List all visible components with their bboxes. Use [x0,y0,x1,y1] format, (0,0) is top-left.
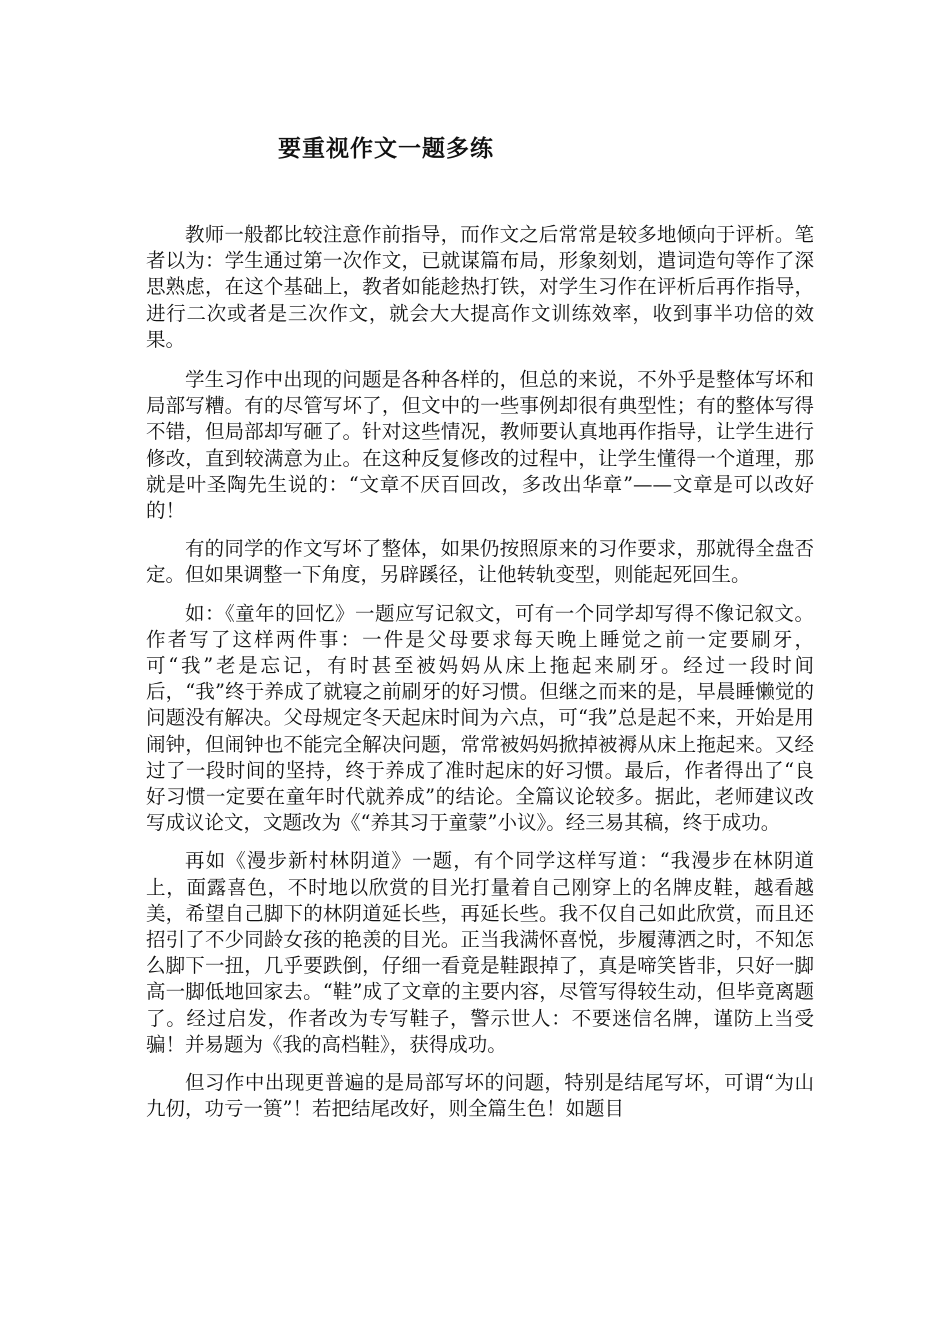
paragraph-4: 如：《童年的回忆》一题应写记叙文，可有一个同学却写得不像记叙文。作者写了这样两件事：一件是父母要求每天晚上睡觉之前一定要刷牙，可“我”老是忘记，有时甚至被妈妈从床上拖起来刷牙。经过一段时间后，“我”终于养成了就寝之前刷牙的好习惯。但继之而来的是，早晨睡懒觉的问题没有解决。父母规定冬天起床时间为六点，可“我”总是起不来，开始是用闹钟，但闹钟也不能完全解决问题，常常被妈妈掀掉被褥从床上拖起来。又经过了一段时间的坚持，终于养成了准时起床的好习惯。最后，作者得出了“良好习惯一定要在童年时代就养成”的结论。全篇议论较多。据此，老师建议改写成议论文，文题改为《“养其习于童蒙”小议》。经三易其稿，终于成功。 [146,601,814,835]
paragraph-2: 学生习作中出现的问题是各种各样的，但总的来说，不外乎是整体写坏和局部写糟。有的尽管写坏了，但文中的一些事例却很有典型性；有的整体写得不错，但局部却写砸了。针对这些情况，教师要认真地再作指导，让学生进行修改，直到较满意为止。在这种反复修改的过程中，让学生懂得一个道理，那就是叶圣陶先生说的：“文章不厌百回改，多改出华章”——文章是可以改好的！ [146,368,814,523]
document-body [146,222,814,1135]
paragraph-6: 但习作中出现更普遍的是局部写坏的问题，特别是结尾写坏，可谓“为山九仞，功亏一篑”！若把结尾改好，则全篇生色！如题目 [146,1071,814,1121]
document-title: 要重视作文一题多练 [278,136,494,162]
paragraph-3: 有的同学的作文写坏了整体，如果仍按照原来的习作要求，那就得全盘否定。但如果调整一下角度，另辟蹊径，让他转轨变型，则能起死回生。 [146,537,814,587]
paragraph-5: 再如《漫步新村林阴道》一题，有个同学这样写道：“我漫步在林阴道上，面露喜色，不时地以欣赏的目光打量着自己刚穿上的名牌皮鞋，越看越美，希望自己脚下的林阴道延长些，再延长些。我不仅自己如此欣赏，而且还招引了不少同龄女孩的艳羡的目光。正当我满怀喜悦，步履薄洒之时，不知怎么脚下一扭，几乎要跌倒，仔细一看竟是鞋跟掉了，真是啼笑皆非，只好一脚高一脚低地回家去。“鞋”成了文章的主要内容，尽管写得较生动，但毕竟离题了。经过启发，作者改为专写鞋子，警示世人：不要迷信名牌，谨防上当受骗！并易题为《我的高档鞋》，获得成功。 [146,849,814,1056]
paragraph-1: 教师一般都比较注意作前指导，而作文之后常常是较多地倾向于评析。笔者以为：学生通过第一次作文，已就谋篇布局，形象刻划，遣词造句等作了深思熟虑，在这个基础上，教者如能趁热打铁，对学生习作在评析后再作指导，进行二次或者是三次作文，就会大大提高作文训练效率，收到事半功倍的效果。 [146,223,814,351]
